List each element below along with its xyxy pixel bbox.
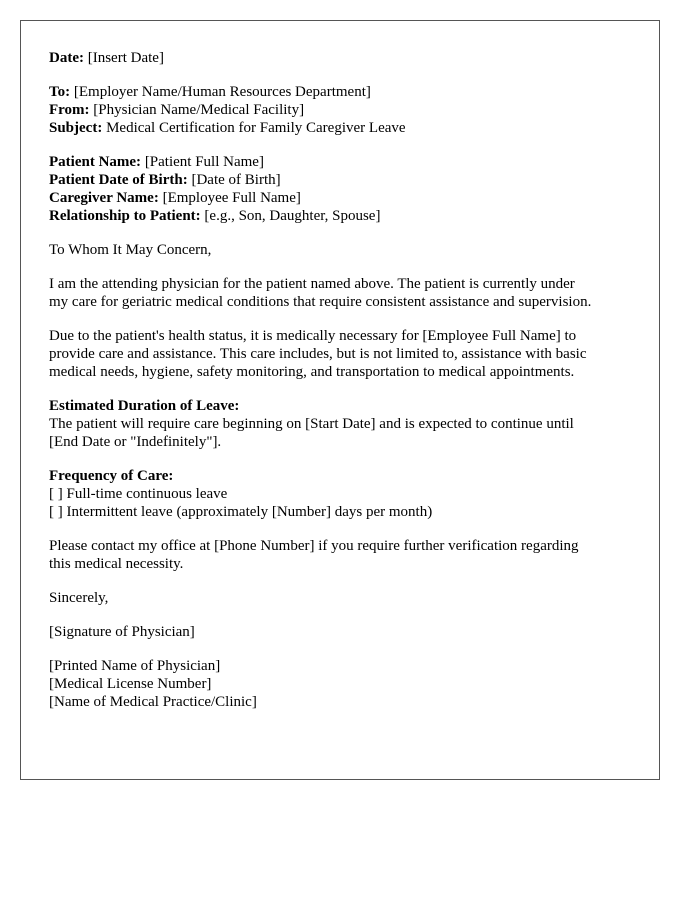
- paragraph-line: medical needs, hygiene, safety monitoring, and transportation to medical appointments.: [49, 364, 575, 380]
- signature-placeholder: [Signature of Physician]: [49, 624, 195, 640]
- printed-name-placeholder: [Printed Name of Physician]: [49, 658, 221, 674]
- relationship-line: [49, 207, 631, 225]
- sincerely-text: Sincerely,: [49, 590, 109, 606]
- subject-line: [49, 119, 631, 137]
- physician-details-block: [49, 657, 631, 711]
- caregiver-name-line: [49, 189, 631, 207]
- duration-line: [End Date or "Indefinitely"].: [49, 434, 222, 450]
- from-label: From:: [49, 102, 90, 118]
- date-block: [49, 49, 631, 67]
- patient-dob-label: Patient Date of Birth:: [49, 172, 188, 188]
- frequency-option-intermittent: [ ] Intermittent leave (approximately [Number] days per month): [49, 504, 433, 520]
- to-label: To:: [49, 84, 71, 100]
- patient-dob-line: [49, 171, 631, 189]
- header-block: [49, 83, 631, 137]
- paragraph-medical-necessity: [49, 327, 631, 381]
- to-line: [49, 83, 631, 101]
- paragraph-line: Please contact my office at [Phone Number] if you require further verification regarding: [49, 538, 579, 554]
- frequency-heading-text: Frequency of Care:: [49, 468, 174, 484]
- letter-document: [20, 20, 660, 780]
- signature-block: [49, 623, 631, 641]
- paragraph-attending-physician: [49, 275, 631, 311]
- paragraph-line: my care for geriatric medical conditions that require consistent assistance and supervision.: [49, 294, 592, 310]
- paragraph-line: Due to the patient's health status, it is medically necessary for [Employee Full Name] to: [49, 328, 577, 344]
- patient-dob-value: [Date of Birth]: [191, 172, 281, 188]
- relationship-value: [e.g., Son, Daughter, Spouse]: [204, 208, 381, 224]
- paragraph-line: provide care and assistance. This care includes, but is not limited to, assistance with basic: [49, 346, 587, 362]
- from-line: [49, 101, 631, 119]
- duration-heading-text: Estimated Duration of Leave:: [49, 398, 240, 414]
- paragraph-line: this medical necessity.: [49, 556, 184, 572]
- duration-heading: [49, 397, 631, 415]
- date-label: Date:: [49, 50, 84, 66]
- subject-value: Medical Certification for Family Caregiver Leave: [106, 120, 406, 136]
- salutation-text: To Whom It May Concern,: [49, 242, 212, 258]
- date-value: [Insert Date]: [87, 50, 164, 66]
- frequency-section: [49, 467, 631, 521]
- practice-name-placeholder: [Name of Medical Practice/Clinic]: [49, 694, 257, 710]
- license-number-placeholder: [Medical License Number]: [49, 676, 212, 692]
- from-value: [Physician Name/Medical Facility]: [93, 102, 305, 118]
- paragraph-line: I am the attending physician for the patient named above. The patient is currently under: [49, 276, 575, 292]
- subject-label: Subject:: [49, 120, 103, 136]
- patient-block: [49, 153, 631, 225]
- frequency-option-full-time: [ ] Full-time continuous leave: [49, 486, 228, 502]
- frequency-heading: [49, 467, 631, 485]
- caregiver-name-label: Caregiver Name:: [49, 190, 159, 206]
- patient-name-value: [Patient Full Name]: [144, 154, 264, 170]
- date-line: [49, 49, 631, 67]
- closing-sincerely: [49, 589, 631, 607]
- paragraph-contact: [49, 537, 631, 573]
- relationship-label: Relationship to Patient:: [49, 208, 201, 224]
- patient-name-line: [49, 153, 631, 171]
- duration-line: The patient will require care beginning on [Start Date] and is expected to continue until: [49, 416, 574, 432]
- to-value: [Employer Name/Human Resources Department]: [73, 84, 371, 100]
- caregiver-name-value: [Employee Full Name]: [162, 190, 301, 206]
- salutation: [49, 241, 631, 259]
- patient-name-label: Patient Name:: [49, 154, 142, 170]
- duration-section: [49, 397, 631, 451]
